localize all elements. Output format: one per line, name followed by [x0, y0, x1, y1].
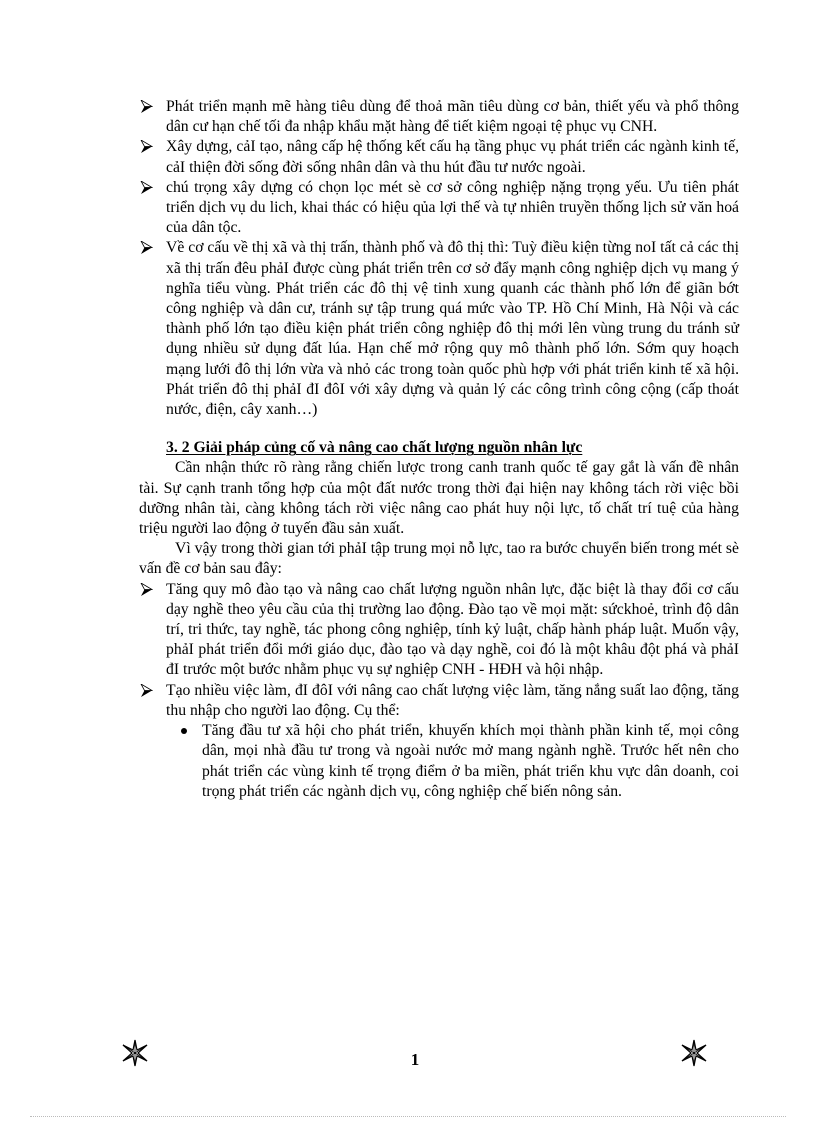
arrow-bullet-icon — [140, 100, 153, 113]
arrow-bullet-icon — [140, 583, 153, 596]
bullet-text: Về cơ cấu về thị xã và thị trấn, thành phố và đô thị thì: Tuỳ điều kiện từng noI tất cả các thị xã thị trấn đêu phảI được cùng phát triển trên cơ sở đẩy mạnh công nghiệp dịch vụ mang ý nghĩa tiểu vùng. Phát triển các đô thị vệ tinh xung quanh các thành phố lớn để giãn bớt công nghiệp và dân cư, tránh sự tập trung quá mức vào TP. Hồ Chí Minh, Hà Nội và các thành phố lớn tạo điều kiện phát triển công nghiệp đô thị mới lên vùng trung du tránh sử dụng nhiều sử dụng đất lúa. Hạn chế mở rộng quy mô thành phố lớn. Sớm quy hoạch mạng lưới đô thị lớn vừa và nhỏ các trong toàn quốc phù hợp với phát triển kinh tế xã hội. Phát triển đô thị phảI đI đôI với xây dựng và quản lý các công trình công cộng (cấp thoát nước, điện, cây xanh…) — [166, 239, 739, 419]
arrow-bullet-item — [139, 580, 739, 681]
page-number: 1 — [410, 1050, 420, 1069]
arrow-bullet-item — [139, 137, 739, 177]
body-paragraph: Cần nhận thức rõ ràng rằng chiến lược trong canh tranh quốc tế gay gắt là vấn đề nhân tài. Sự cạnh tranh tổng hợp của một đất nước trong thời đại hiện nay không tách rời việc bồi dưỡng nhân tài, càng không tách rời việc nâng cao phát huy nội lực, tố chất trí tuệ của hàng triệu người lao động ở tuyến đầu sản xuất. — [139, 459, 739, 538]
bullet-text: Xây dựng, cảI tạo, nâng cấp hệ thống kết cấu hạ tầng phục vụ phát triển các ngành kinh tế, cảI thiện đời sống đời sống nhân dân và thu hút đầu tư nước ngoài. — [166, 138, 739, 176]
sub-bullet-text: Tăng đầu tư xã hội cho phát triển, khuyến khích mọi thành phần kinh tế, mọi công dân, mọi nhà đầu tư trong và ngoài nước mở mang ngành nghề. Trước hết nên cho phát triển các vùng kinh tế trọng điểm ở ba miền, phát triển khu vực dân doanh, coi trọng phát triển các ngành dịch vụ, công nghiệp chế biến nông sản. — [202, 722, 739, 800]
bullet-text: chú trọng xây dựng có chọn lọc mét sè cơ sở công nghiệp nặng trọng yếu. Ưu tiên phát triển dịch vụ du lich, khai thác có hiệu qủa lợi thế và tự nhiên truyền thống lịch sử văn hoá của dân tộc. — [166, 178, 739, 237]
arrow-bullet-icon — [140, 684, 153, 697]
dot-bullet-icon — [181, 728, 187, 734]
dot-bullet-item — [139, 721, 739, 802]
arrow-bullet-item — [139, 178, 739, 239]
arrow-bullet-icon — [140, 241, 153, 254]
arrow-bullet-icon — [140, 140, 153, 153]
compass-star-icon — [121, 1039, 149, 1067]
page-content — [139, 97, 739, 802]
arrow-bullet-item — [139, 681, 739, 721]
bullet-text: Phát triển mạnh mẽ hàng tiêu dùng để thoả mãn tiêu dùng cơ bản, thiết yếu và phổ thông dân cư hạn chế tối đa nhập khẩu mặt hàng để tiết kiệm ngoại tệ phục vụ CNH. — [166, 98, 739, 136]
arrow-bullet-icon — [140, 181, 153, 194]
section-heading: 3. 2 Giải pháp củng cố và nâng cao chất lượng nguồn nhân lực — [166, 439, 583, 457]
bullet-text: Tạo nhiều việc làm, đI đôI với nâng cao chất lượng việc làm, tăng nắng suất lao động, tăng thu nhập cho người lao động. Cụ thể: — [166, 681, 739, 719]
compass-star-icon — [680, 1039, 708, 1067]
bullet-text: Tăng quy mô đào tạo và nâng cao chất lượng nguồn nhân lực, đặc biệt là thay đổi cơ cấu dạy nghề theo yêu cầu của thị trường lao động. Đào tạo về mọi mặt: sứckhoẻ, trình độ dân trí, tri thức, tay nghề, tác phong công nghiệp, tính kỷ luật, chấp hành pháp luật. Muốn vậy, phảI phát triển đổi mới giáo dục, đào tạo và dạy nghề, coi đó là một khâu đột phá và phảI đI trước một bước nhằm phục vụ sự nghiệp CNH - HĐH và hội nhập. — [166, 580, 739, 679]
page-bottom-divider — [30, 1116, 786, 1117]
arrow-bullet-item — [139, 238, 739, 420]
arrow-bullet-item — [139, 97, 739, 137]
body-paragraph: Vì vậy trong thời gian tới phảI tập trung mọi nỗ lực, tao ra bước chuyển biến trong mét sè vấn đề cơ bản sau đây: — [139, 540, 739, 578]
